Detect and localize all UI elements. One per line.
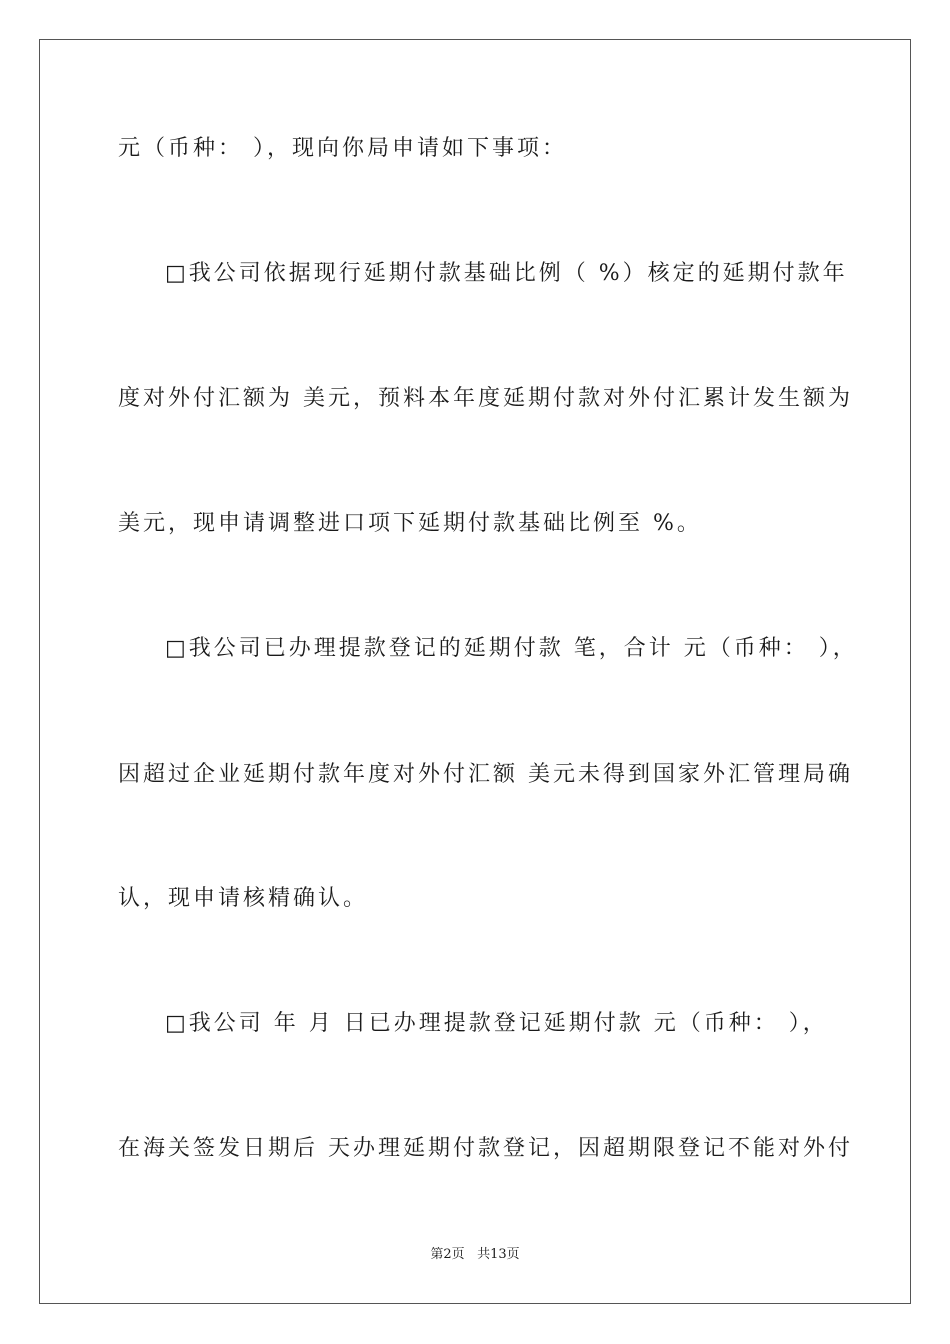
- text-line-5: □我公司已办理提款登记的延期付款 笔，合计 元（币种： ），: [165, 636, 858, 661]
- text-line-8: □我公司 年 月 日已办理提款登记延期付款 元（币种： ），: [165, 1011, 828, 1036]
- page-border: [39, 39, 911, 1304]
- page-total: 共13页: [477, 1247, 520, 1262]
- text-line-3: 度对外付汇额为 美元，预料本年度延期付款对外付汇累计发生额为: [118, 386, 853, 411]
- text-line-6: 因超过企业延期付款年度对外付汇额 美元未得到国家外汇管理局确: [118, 762, 853, 787]
- text-line-7: 认，现申请核精确认。: [118, 886, 369, 911]
- page-footer: [0, 1246, 950, 1264]
- text-line-9: 在海关签发日期后 天办理延期付款登记，因超期限登记不能对外付: [118, 1136, 853, 1161]
- text-line-4: 美元，现申请调整进口项下延期付款基础比例至 %。: [118, 511, 702, 536]
- text-line-1: 元（币种： ），现向你局申请如下事项：: [118, 136, 567, 161]
- page-number: 第2页: [430, 1247, 465, 1262]
- text-line-2: □我公司依据现行延期付款基础比例（ %）核定的延期付款年: [165, 261, 848, 286]
